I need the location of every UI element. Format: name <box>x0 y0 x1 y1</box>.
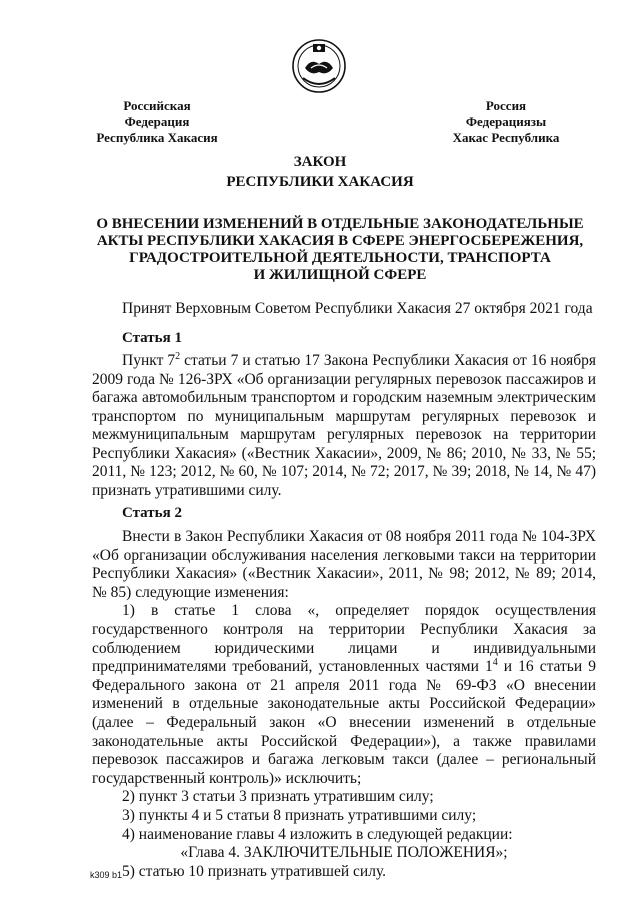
law-type-line2: РЕСПУБЛИКИ ХАКАСИЯ <box>226 174 414 190</box>
header-right <box>446 98 566 146</box>
item-1-text-pre: 1) в статье 1 слова «, определяет порядок осуществления государственного контроля на территории Республики Хакасия за соблюдением юридическими лицами и индивидуальными предпринимателями требований, установленных частями 1 <box>92 602 596 676</box>
header-right-line2: Хакас Республика <box>452 130 560 145</box>
header-left-line2: Республика Хакасия <box>96 130 218 145</box>
title-line2: АКТЫ РЕСПУБЛИКИ ХАКАСИЯ В СФЕРЕ ЭНЕРГОСБЕРЕЖЕНИЯ, <box>96 233 584 249</box>
article-2-item-4: 4) наименование главы 4 изложить в следующей редакции: <box>122 825 513 843</box>
title-line4: И ЖИЛИЩНОЙ СФЕРЕ <box>253 267 427 283</box>
article-2-item-4-quote: «Глава 4. ЗАКЛЮЧИТЕЛЬНЫЕ ПОЛОЖЕНИЯ»; <box>180 844 508 862</box>
header-left-line1: Российская Федерация <box>123 98 191 129</box>
article-2-body <box>92 528 596 881</box>
article-2-item-3: 3) пункты 4 и 5 статьи 8 признать утратившими силу; <box>122 806 477 824</box>
article-2-item-5: 5) статью 10 признать утратившей силу. <box>122 862 387 880</box>
law-title <box>90 216 590 284</box>
adoption-statement: Принят Верховным Советом Республики Хакасия 27 октября 2021 года <box>122 300 593 317</box>
article-2-heading: Статья 2 <box>122 505 182 521</box>
item-1-sup: 4 <box>492 657 498 668</box>
title-line1: О ВНЕСЕНИИ ИЗМЕНЕНИЙ В ОТДЕЛЬНЫЕ ЗАКОНОДАТЕЛЬНЫЕ <box>96 216 584 232</box>
law-type <box>0 152 640 192</box>
header-right-line1: Россия Федерациязы <box>465 98 547 129</box>
coat-of-arms-emblem <box>291 38 347 94</box>
article-2-item-1 <box>92 602 596 788</box>
article-1-heading: Статья 1 <box>122 330 182 346</box>
article-2-intro: Внести в Закон Республики Хакасия от 08 ноября 2011 года № 104-ЗРХ «Об организации обслуживания населения легковыми такси на территории Республики Хакасия» («Вестник Хакасии», 2011, № 98; 2012, № 89; 2014, № 85) следующие изменения: <box>92 528 596 601</box>
article-1-body <box>92 352 596 500</box>
footer-code: k309 b1 <box>90 870 123 880</box>
title-line3: ГРАДОСТРОИТЕЛЬНОЙ ДЕЯТЕЛЬНОСТИ, ТРАНСПОРТА <box>129 250 551 266</box>
article-1-text-pre: Пункт 7 <box>122 352 176 369</box>
article-1-text-post: статьи 7 и статью 17 Закона Республики Хакасия от 16 ноября 2009 года № 126-ЗРХ «Об организации регулярных перевозок пассажиров и багажа автомобильным транспортом и городским наземным электрическим транспортом по муниципальным маршрутам регулярных перевозок и межмуниципальным маршрутам регулярных перевозок на территории Республики Хакасия» («Вестник Хакасии», 2009, № 86; 2010, № 33, № 55; 2011, № 123; 2012, № 60, № 107; 2014, № 72; 2017, № 39; 2018, № 14, № 47) признать утратившими силу. <box>92 352 596 499</box>
article-2-item-2: 2) пункт 3 статьи 3 признать утратившим силу; <box>122 788 434 806</box>
article-1-sup: 2 <box>175 350 181 362</box>
item-1-text-post: и 16 статьи 9 Федерального закона от 21 апреля 2011 года № 69-ФЗ «О внесении изменений в отдельные законодательные акты Российской Федерации» (далее – Федеральный закон «О внесении изменений в отдельные законодательные акты Российской Федерации»), а также правилами перевозок пассажиров и багажа легковым такси (далее – региональный государственный контроль)» исключить; <box>92 658 596 787</box>
header-left <box>90 98 224 146</box>
law-type-line1: ЗАКОН <box>293 154 347 170</box>
